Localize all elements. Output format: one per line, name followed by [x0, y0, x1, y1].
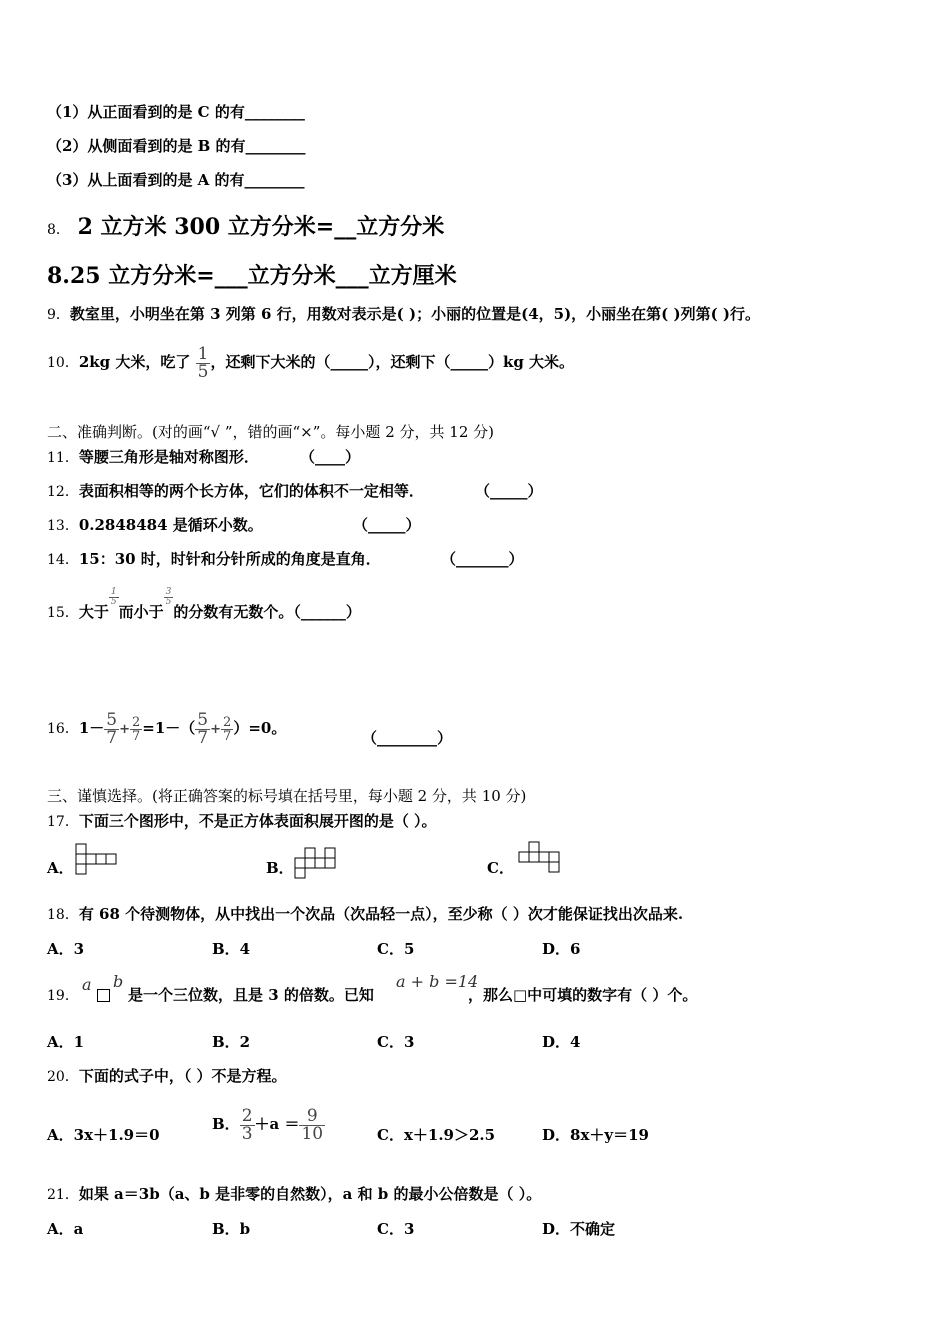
q18-text: 有 68 个待测物体，从中找出一个次品（次品轻一点），至少称（ ）次才能保证找出次品来. [78, 905, 684, 923]
q13-number: 13． [47, 518, 79, 534]
q19-text-2: ，那么□中可填的数字有（ ）个。 [468, 986, 698, 1004]
q12-text: 表面积相等的两个长方体，它们的体积不一定相等． [78, 482, 424, 500]
q14-blank: （_______） [441, 550, 524, 568]
net-b-cell [325, 848, 335, 858]
q20-option-d[interactable]: D．8x＋y＝19 [542, 1126, 649, 1144]
q10-frac-den: 5 [197, 361, 209, 382]
q7-sub3: （3）从上面看到的是 A 的有________ [47, 171, 305, 189]
q15-text-c: 的分数有无数个。（______） [173, 603, 361, 621]
section3-heading: 三、谨慎选择。(将正确答案的标号填在括号里，每小题 2 分，共 10 分) [47, 787, 527, 805]
q16-text-a: 1－ [78, 719, 105, 737]
q16-f2-num: 2 [132, 714, 141, 730]
net-b-cell [325, 858, 335, 868]
q16-f1-num: 5 [106, 709, 118, 730]
q20-option-b[interactable] [212, 1100, 325, 1148]
q16 [47, 702, 286, 756]
q15-number: 15． [47, 605, 79, 621]
q21-number: 21． [47, 1187, 79, 1203]
q9-text: 教室里，小明坐在第 3 列第 6 行，用数对表示是( )；小丽的位置是(4，5)，小丽坐在第( )列第( )行。 [69, 305, 761, 323]
q20-bf2-den: 10 [301, 1123, 324, 1144]
q12-blank: （_____） [475, 482, 543, 500]
q17-option-b-label[interactable]: B． [266, 859, 294, 877]
q10-number: 10． [47, 355, 79, 371]
q15-fraction-1 [109, 588, 119, 607]
q9 [47, 304, 760, 325]
q17 [47, 811, 437, 832]
q18-number: 18． [47, 907, 79, 923]
q14-text: 15：30 时，时针和分针所成的角度是直角． [78, 550, 381, 568]
net-a-cell [86, 854, 96, 864]
net-b-cell [295, 858, 305, 868]
q19-digit-box [97, 989, 110, 1002]
q13-blank: （_____） [353, 516, 421, 534]
q16-f4-den: 7 [223, 728, 232, 744]
q15 [47, 587, 361, 633]
q10-text-b: ，还剩下大米的（_____），还剩下（_____）kg 大米。 [210, 353, 575, 371]
q10 [47, 340, 574, 385]
q16-f3-den: 7 [197, 727, 209, 748]
q18 [47, 904, 683, 925]
q20-bf1-num: 2 [241, 1105, 253, 1126]
q20-bf2-num: 9 [299, 1108, 325, 1126]
q16-plus-2: + [210, 722, 222, 737]
q17-number: 17． [47, 814, 79, 830]
q15-text-b: 而小于 [118, 603, 164, 621]
q20-option-c[interactable]: C．x＋1.9＞2.5 [377, 1126, 496, 1144]
q8-text1: 2 立方米 300 立方分米=__立方分米 [77, 214, 445, 240]
q19-var-b: b [113, 972, 124, 991]
net-b-cell [315, 858, 325, 868]
q19-option-c[interactable]: C．3 [377, 1033, 415, 1051]
q13 [47, 515, 263, 536]
q19-text-1: 是一个三位数，且是 3 的倍数。已知 [128, 986, 374, 1004]
q18-option-a[interactable]: A．3 [47, 940, 85, 958]
q19-option-a[interactable]: A．1 [47, 1033, 85, 1051]
q21-option-d[interactable]: D．不确定 [542, 1220, 616, 1238]
q12-number: 12． [47, 484, 79, 500]
q11-text: 等腰三角形是轴对称图形． [78, 448, 259, 466]
q16-text-b: =1－（ [142, 719, 196, 737]
net-c-cell [529, 842, 539, 852]
q17-net-a-figure [73, 843, 123, 879]
q15-f2-num: 3 [165, 587, 172, 597]
q7-sub1: （1）从正面看到的是 C 的有________ [47, 103, 305, 121]
q10-frac-num: 1 [197, 343, 209, 364]
q11-blank: （____） [300, 448, 361, 466]
q16-fraction-2 [130, 716, 142, 743]
q21-option-a[interactable]: A．a [47, 1220, 84, 1238]
q9-number: 9． [47, 307, 70, 323]
q19 [47, 985, 79, 1006]
net-c-cell [519, 852, 529, 862]
q19-var-a: a [82, 975, 92, 994]
q16-f2-den: 7 [132, 728, 141, 744]
q16-number: 16． [47, 721, 79, 737]
q8-line2: 8.25 立方分米=___立方分米___立方厘米 [47, 263, 457, 289]
q19-equation: a + b =14 [396, 972, 479, 991]
q15-f2-den: 5 [165, 597, 172, 607]
net-b-cell [305, 858, 315, 868]
q16-f4-num: 2 [223, 714, 232, 730]
q21-text: 如果 a＝3b（a、b 是非零的自然数），a 和 b 的最小公倍数是（ ）。 [78, 1185, 542, 1203]
q20-number: 20． [47, 1069, 79, 1085]
q20-text: 下面的式子中，（ ）不是方程。 [78, 1067, 287, 1085]
q20-b-fraction-2 [299, 1105, 325, 1144]
q16-fraction-1 [104, 709, 119, 748]
q17-net-c-figure [513, 841, 567, 879]
q16-plus-1: + [119, 722, 130, 737]
net-a-cell [76, 864, 86, 874]
q11 [47, 447, 259, 468]
q15-f1-num: 1 [110, 587, 117, 597]
q18-option-b[interactable]: B．4 [212, 940, 251, 958]
net-a-cell [96, 854, 106, 864]
q17-net-b-figure [292, 847, 344, 879]
q16-f3-num: 5 [197, 709, 209, 730]
q17-text: 下面三个图形中，不是正方体表面积展开图的是（ ）。 [78, 812, 437, 830]
q16-f1-den: 7 [106, 727, 118, 748]
q7-sub2: （2）从侧面看到的是 B 的有________ [47, 137, 306, 155]
net-c-cell [529, 852, 539, 862]
net-a-cell [76, 854, 86, 864]
q20 [47, 1066, 287, 1087]
q8-number: 8． [47, 222, 70, 238]
q19-number: 19． [47, 988, 79, 1004]
q21 [47, 1184, 541, 1205]
q17-option-a-label[interactable]: A． [47, 859, 74, 877]
net-c-cell [539, 852, 549, 862]
q20-option-b-label: B． [212, 1115, 240, 1133]
q17-option-c-label[interactable]: C． [487, 859, 514, 877]
q14-number: 14． [47, 552, 79, 568]
q21-option-c[interactable]: C．3 [377, 1220, 415, 1238]
q16-text-c: ）=0。 [233, 719, 287, 737]
q10-fraction [196, 343, 211, 382]
net-b-cell [295, 868, 305, 878]
q16-fraction-3 [195, 709, 210, 748]
q20-b-fraction-1 [240, 1105, 255, 1144]
net-c-cell [549, 862, 559, 872]
q20-bf1-den: 3 [241, 1123, 253, 1144]
q13-text: 0.2848484 是循环小数。 [78, 516, 263, 534]
q19-option-d[interactable]: D．4 [542, 1033, 581, 1051]
net-b-cell [305, 848, 315, 858]
q20-b-mid: ＋a ＝ [254, 1115, 300, 1133]
q12 [47, 481, 424, 502]
q19-option-b[interactable]: B．2 [212, 1033, 251, 1051]
q21-option-b[interactable]: B．b [212, 1220, 251, 1238]
q16-fraction-4 [221, 716, 233, 743]
q11-number: 11． [47, 450, 79, 466]
q15-fraction-2 [164, 588, 174, 607]
net-a-cell [76, 844, 86, 854]
q15-text-a: 大于 [78, 603, 109, 621]
q18-option-d[interactable]: D．6 [542, 940, 581, 958]
q8-line1 [47, 212, 444, 245]
q15-f1-den: 5 [110, 597, 117, 607]
section2-heading: 二、准确判断。(对的画“√ ”，错的画“×”。每小题 2 分，共 12 分) [47, 423, 494, 441]
net-a-cell [106, 854, 116, 864]
net-c-cell [549, 852, 559, 862]
q14 [47, 549, 381, 570]
q20-option-a[interactable]: A．3x＋1.9＝0 [47, 1126, 160, 1144]
q16-blank: （________） [362, 729, 453, 747]
q18-option-c[interactable]: C．5 [377, 940, 415, 958]
q10-text-a: 2kg 大米，吃了 [78, 353, 191, 371]
